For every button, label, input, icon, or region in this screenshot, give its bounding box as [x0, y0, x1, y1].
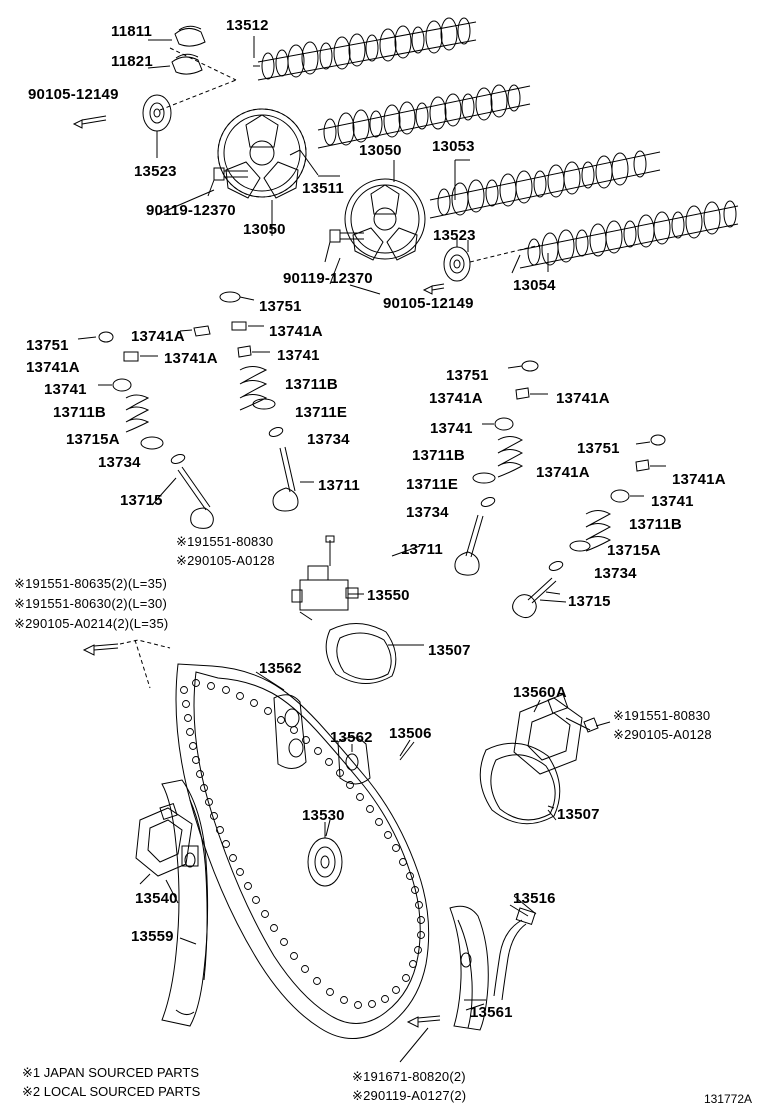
part-label-l-13741a-c: 13741A — [26, 359, 80, 376]
oil-jet-13516 — [494, 896, 536, 1000]
bolt-90119-12370-b — [325, 230, 364, 262]
part-label-l-13715-b: 13715 — [568, 593, 611, 610]
camshaft-13054 — [520, 201, 738, 272]
part-label-l-13711b-a: 13711B — [285, 376, 338, 393]
part-label-l-13523-b: 13523 — [433, 227, 476, 244]
camshaft-13511 — [318, 85, 530, 148]
part-label-l-191551-80635: ※191551-80635(2)(L=35) — [14, 576, 167, 591]
part-label-l-13734-c: 13734 — [406, 504, 449, 521]
part-label-l-90119-12370-b: 90119-12370 — [283, 270, 373, 287]
valve-spring-left-a — [126, 395, 148, 432]
part-label-l-13751-a: 13751 — [259, 298, 302, 315]
part-label-l-13511: 13511 — [302, 180, 344, 197]
footnote-japan-sourced: ※1 JAPAN SOURCED PARTS — [22, 1065, 200, 1080]
part-label-l-191551-80830: ※191551-80830 — [176, 534, 274, 549]
part-label-l-13711-b: 13711 — [401, 541, 443, 558]
drawing-code: 131772A — [703, 1092, 752, 1106]
part-label-l-11821: 11821 — [111, 53, 153, 70]
camshaft-13512 — [253, 18, 476, 80]
part-label-l-13559: 13559 — [131, 928, 174, 945]
part-label-l-13741-d: 13741 — [651, 493, 694, 510]
part-label-l-13741a-h: 13741A — [672, 471, 726, 488]
part-label-l-191551-80630: ※191551-80630(2)(L=30) — [14, 596, 167, 611]
part-label-l-13711e-a: 13711E — [295, 404, 348, 421]
part-label-l-13512: 13512 — [226, 17, 269, 34]
bearing-11811 — [175, 26, 205, 46]
chain-13507-b — [480, 743, 560, 823]
part-label-l-13751-c: 13751 — [446, 367, 489, 384]
bolt-90105-12149-a — [74, 116, 106, 128]
sprocket-13530 — [308, 822, 342, 886]
camshaft-13053 — [430, 151, 660, 218]
part-label-l-13711b-c: 13711B — [412, 447, 465, 464]
footnote-local-sourced: ※2 LOCAL SOURCED PARTS — [22, 1084, 201, 1099]
part-label-l-13507-b: 13507 — [557, 806, 600, 823]
part-label-l-13560a: 13560A — [513, 684, 567, 701]
bearing-11821 — [172, 54, 202, 74]
part-label-l-13711b-d: 13711B — [629, 516, 682, 533]
part-label-l-13711b-b: 13711B — [53, 404, 106, 421]
part-label-l-13734-d: 13734 — [594, 565, 637, 582]
part-label-l-13741a-b: 13741A — [269, 323, 323, 340]
tensioner-13560a — [514, 695, 610, 774]
part-label-l-13054: 13054 — [513, 277, 556, 294]
sprocket-13523-a — [143, 95, 171, 131]
part-label-l-13741-b: 13741 — [44, 381, 87, 398]
part-label-l-13715a-b: 13715A — [607, 542, 661, 559]
part-label-l-13741a-a: 13741A — [131, 328, 185, 345]
part-label-l-13050-b: 13050 — [243, 221, 286, 238]
part-label-l-13734-b: 13734 — [98, 454, 141, 471]
vvt-gear-13050-b — [345, 179, 425, 260]
part-label-l-13741a-d: 13741A — [164, 350, 218, 367]
bolt-191551-80635 — [84, 640, 170, 688]
part-label-l-13751-d: 13751 — [577, 440, 620, 457]
part-label-l-13741-a: 13741 — [277, 347, 320, 364]
part-label-l-13715a-a: 13715A — [66, 431, 120, 448]
part-label-l-13506: 13506 — [389, 725, 432, 742]
part-label-l-13053: 13053 — [432, 138, 475, 155]
part-label-l-13741a-e: 13741A — [429, 390, 483, 407]
leader-dashed-1 — [160, 48, 236, 110]
part-label-l-290105-a0128-b: ※290105-A0128 — [613, 727, 712, 742]
tensioner-13540 — [136, 804, 198, 884]
part-label-l-13516: 13516 — [513, 890, 556, 907]
bolt-90105-12149-b — [424, 284, 444, 294]
chain-13507-a — [326, 623, 424, 683]
part-label-l-290105-a0214: ※290105-A0214(2)(L=35) — [14, 616, 169, 631]
part-label-l-13751-b: 13751 — [26, 337, 69, 354]
part-label-l-191551-80830-b: ※191551-80830 — [613, 708, 711, 723]
part-label-l-13734-a: 13734 — [307, 431, 350, 448]
part-label-l-13523-a: 13523 — [134, 163, 177, 180]
part-label-l-290119-a0127: ※290119-A0127(2) — [352, 1088, 467, 1103]
part-label-l-90119-12370-a: 90119-12370 — [146, 202, 236, 219]
part-label-l-13561: 13561 — [470, 1004, 513, 1021]
part-label-l-90105-12149-a: 90105-12149 — [28, 86, 119, 103]
part-label-l-290105-a0128-a: ※290105-A0128 — [176, 553, 275, 568]
part-label-l-13562-b: 13562 — [330, 729, 373, 746]
bolt-191671-80820 — [400, 1016, 440, 1062]
part-label-l-13530: 13530 — [302, 807, 345, 824]
part-label-l-13507-a: 13507 — [428, 642, 471, 659]
part-label-l-13711-a: 13711 — [318, 477, 360, 494]
part-label-l-11811: 11811 — [111, 23, 153, 40]
part-13550 — [292, 536, 364, 620]
part-label-l-13562-a: 13562 — [259, 660, 302, 677]
part-label-l-13741a-f: 13741A — [556, 390, 610, 407]
part-label-l-191671-80820: ※191671-80820(2) — [352, 1069, 466, 1084]
part-label-l-13050-a: 13050 — [359, 142, 402, 159]
part-label-l-13540: 13540 — [135, 890, 178, 907]
timing-chain-13506 — [176, 664, 429, 1039]
part-label-l-90105-12149-b: 90105-12149 — [383, 295, 474, 312]
part-label-l-13741a-g: 13741A — [536, 464, 590, 481]
part-label-l-13741-c: 13741 — [430, 420, 473, 437]
part-label-l-13711e-b: 13711E — [406, 476, 459, 493]
part-label-l-13550: 13550 — [367, 587, 410, 604]
part-label-l-13715-a: 13715 — [120, 492, 163, 509]
